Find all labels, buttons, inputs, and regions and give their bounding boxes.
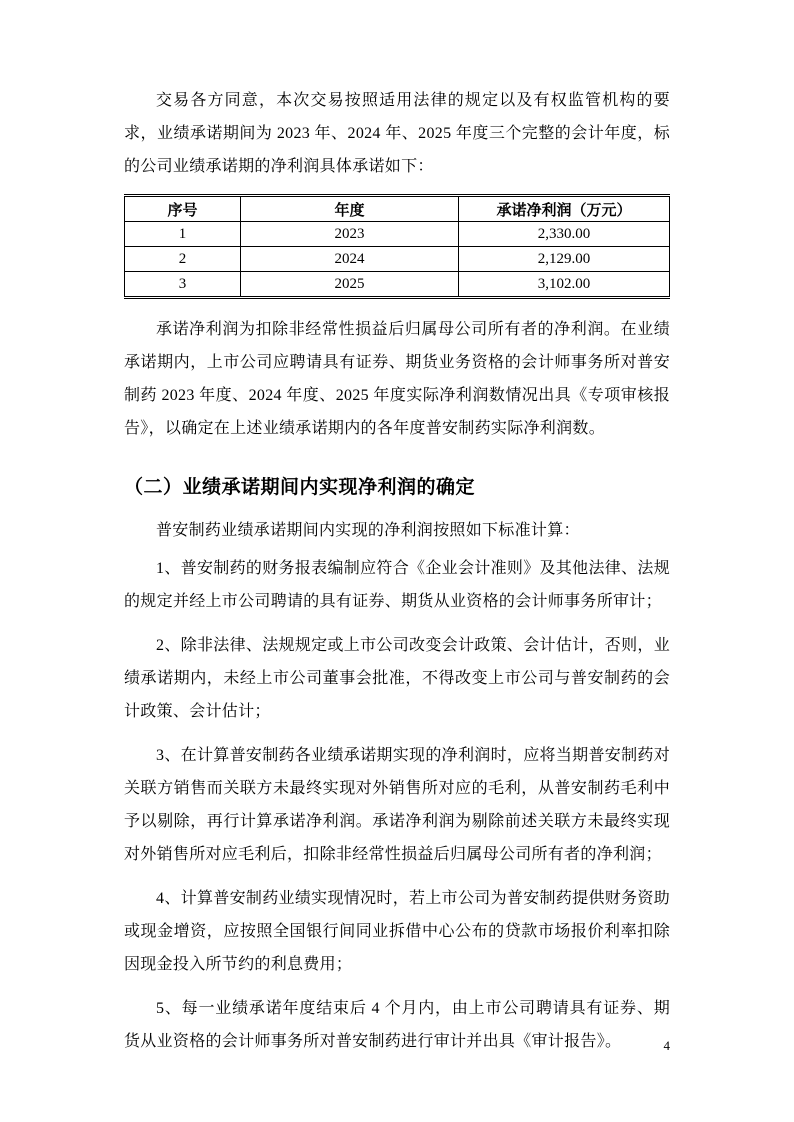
- table-header: [125, 196, 670, 222]
- cell-seq: 1: [125, 222, 241, 247]
- cell-value: 2,129.00: [458, 247, 669, 272]
- section-heading: （二）业绩承诺期间内实现净利润的确定: [124, 477, 476, 498]
- header-cell-year: 年度: [241, 196, 459, 222]
- table-row: [125, 247, 670, 272]
- table-body: [125, 222, 670, 298]
- cell-value: 3,102.00: [458, 272, 669, 298]
- cell-seq: 3: [125, 272, 241, 298]
- clause-item-5: 5、每一业绩承诺年度结束后 4 个月内，由上市公司聘请具有证券、期货从业资格的会计师事务所对普安制药进行审计并出具《审计报告》。: [124, 1000, 670, 1050]
- after-table-paragraph: 承诺净利润为扣除非经常性损益后归属母公司所有者的净利润。在业绩承诺期内，上市公司应聘请具有证券、期货业务资格的会计师事务所对普安制药 2023 年度、2024 年度、2025 年度实际净利润数情况出具《专项审核报告》，以确定在上述业绩承诺期内的各年度普安制药实际净利润数。: [124, 321, 670, 437]
- clause-item-1: 1、普安制药的财务报表编制应符合《企业会计准则》及其他法律、法规的规定并经上市公司聘请的具有证券、期货从业资格的会计师事务所审计；: [124, 560, 670, 610]
- clause-item-4: 4、计算普安制药业绩实现情况时，若上市公司为普安制药提供财务资助或现金增资，应按照全国银行间同业拆借中心公布的贷款市场报价利率扣除因现金投入所节约的利息费用；: [124, 890, 670, 973]
- intro-paragraph: 交易各方同意，本次交易按照适用法律的规定以及有权监管机构的要求，业绩承诺期间为 2023 年、2024 年、2025 年度三个完整的会计年度，标的公司业绩承诺期的净利润具体承诺如下：: [124, 92, 670, 175]
- cell-value: 2,330.00: [458, 222, 669, 247]
- cell-seq: 2: [125, 247, 241, 272]
- commitment-profit-table: [124, 194, 670, 299]
- header-cell-seq: 序号: [125, 196, 241, 222]
- calc-intro-paragraph: 普安制药业绩承诺期间内实现的净利润按照如下标准计算：: [156, 522, 580, 539]
- cell-year: 2023: [241, 222, 459, 247]
- page-number: 4: [663, 1038, 670, 1053]
- table-row: [125, 272, 670, 298]
- clause-item-3: 3、在计算普安制药各业绩承诺期实现的净利润时，应将当期普安制药对关联方销售而关联方未最终实现对外销售所对应的毛利，从普安制药毛利中予以剔除，再行计算承诺净利润。承诺净利润为剔除前述关联方未最终实现对外销售所对应毛利后，扣除非经常性损益后归属母公司所有者的净利润；: [124, 747, 670, 863]
- cell-year: 2024: [241, 247, 459, 272]
- header-cell-value: 承诺净利润（万元）: [458, 196, 669, 222]
- clause-item-2: 2、除非法律、法规规定或上市公司改变会计政策、会计估计，否则，业绩承诺期内，未经上市公司董事会批准，不得改变上市公司与普安制药的会计政策、会计估计；: [124, 637, 670, 720]
- cell-year: 2025: [241, 272, 459, 298]
- table-header-row: [125, 196, 670, 222]
- table-row: [125, 222, 670, 247]
